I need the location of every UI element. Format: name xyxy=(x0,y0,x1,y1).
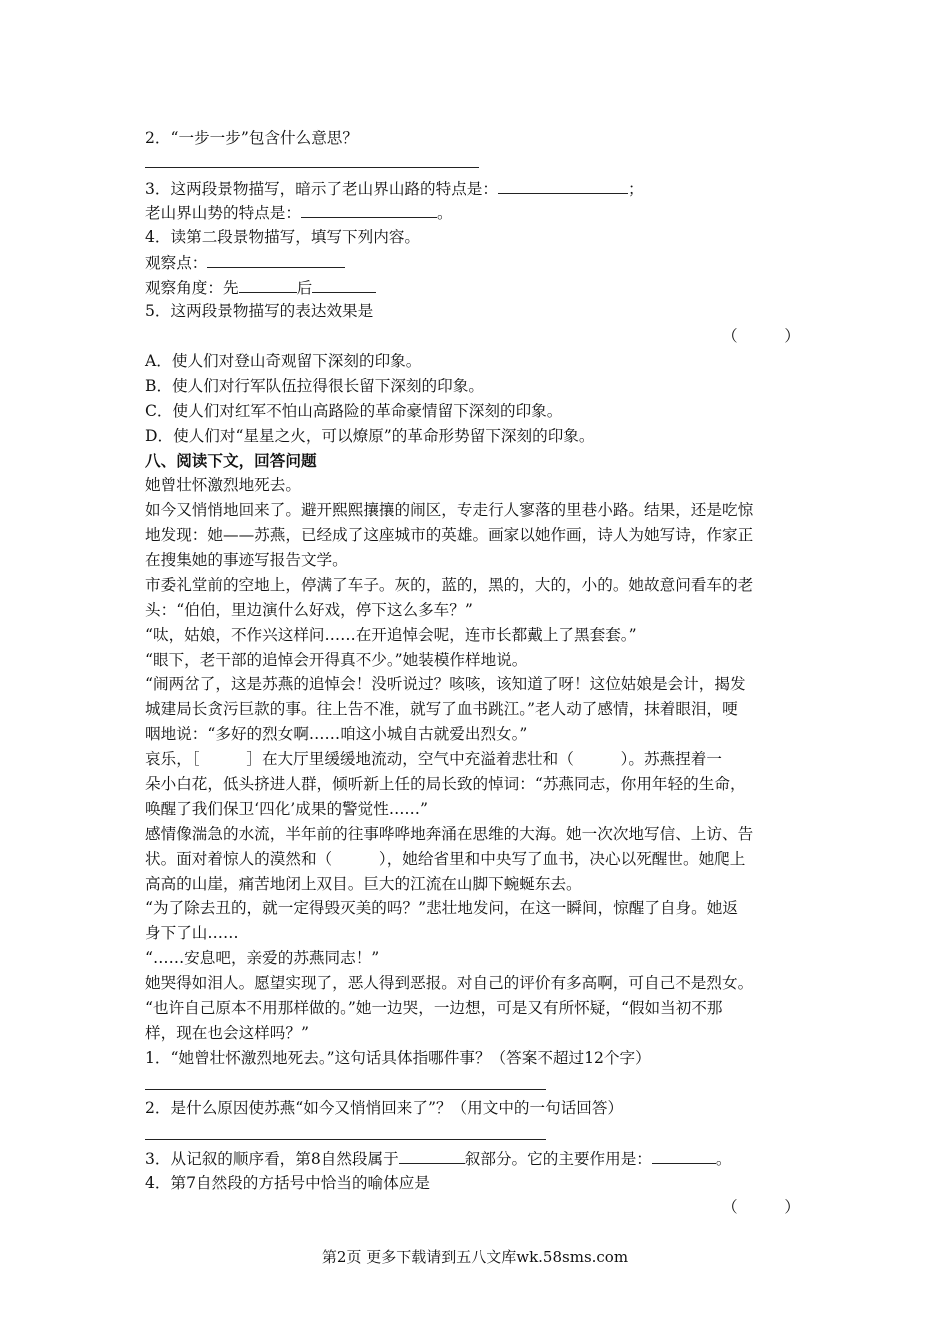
answer-line xyxy=(145,167,479,168)
paragraph-1: 她曾壮怀激烈地死去。 xyxy=(145,476,301,494)
paragraph-8-line: 高高的山崖，痛苦地闭上双目。巨大的江流在山脚下蜿蜒东去。 xyxy=(145,875,582,893)
answer-line xyxy=(145,1089,546,1090)
paragraph-3-line: 头：“伯伯，里边演什么好戏，停下这么多车？” xyxy=(145,601,473,619)
paragraph-10: “……安息吧，亲爱的苏燕同志！” xyxy=(145,949,380,967)
paragraph-6-line: “闹两岔了，这是苏燕的追悼会！没听说过？咳咳，该知道了呀！这位姑娘是会计，揭发 xyxy=(145,675,746,693)
paragraph-9-line: 身下了山…… xyxy=(145,924,239,942)
question-4-point: 观察点： xyxy=(145,251,345,274)
paragraph-11: 她哭得如泪人。愿望实现了，恶人得到恶报。对自己的评价有多高啊，可自己不是烈女。 xyxy=(145,974,754,992)
answer-blank xyxy=(652,1147,716,1164)
question-2: 2．“一步一步”包含什么意思？ xyxy=(145,129,358,147)
question-4: 4．读第二段景物描写，填写下列内容。 xyxy=(145,228,421,246)
option-b: B．使人们对行军队伍拉得很长留下深刻的印象。 xyxy=(145,377,484,395)
paragraph-4: “呔，姑娘，不作兴这样问……在开追悼会呢，连市长都戴上了黑套套。” xyxy=(145,626,637,644)
option-d: D．使人们对“星星之火，可以燎原”的革命形势留下深刻的印象。 xyxy=(145,427,595,445)
answer-parentheses: （ ） xyxy=(722,1198,800,1216)
answer-blank xyxy=(312,276,376,293)
paragraph-6-line: 城建局长贪污巨款的事。往上告不准，就写了血书跳江。”老人动了感情，抹着眼泪，哽 xyxy=(145,700,738,718)
paragraph-2-line: 地发现：她——苏燕，已经成了这座城市的英雄。画家以她作画，诗人为她写诗，作家正 xyxy=(145,526,754,544)
section-heading: 八、阅读下文，回答问题 xyxy=(145,451,317,470)
paragraph-7-line: 哀乐，［ ］在大厅里缓缓地流动，空气中充溢着悲壮和（ ）。苏燕捏着一 xyxy=(145,750,722,768)
question-4-angle: 观察角度：先 后 xyxy=(145,276,376,299)
question-8-4: 4．第7自然段的方括号中恰当的喻体应是 xyxy=(145,1174,430,1192)
answer-line xyxy=(145,1139,546,1140)
paragraph-7-line: 朵小白花，低头挤进人群，倾听新上任的局长致的悼词：“苏燕同志，你用年轻的生命， xyxy=(145,775,746,793)
paragraph-2-line: 在搜集她的事迹写报告文学。 xyxy=(145,551,348,569)
answer-parentheses: （ ） xyxy=(722,327,800,345)
paragraph-12-line: 样，现在也会这样吗？” xyxy=(145,1024,309,1042)
question-8-3: 3．从记叙的顺序看，第8自然段属于 叙部分。它的主要作用是： 。 xyxy=(145,1147,732,1170)
paragraph-8-line: 状。面对着惊人的漠然和（ ），她给省里和中央写了血书，决心以死醒世。她爬上 xyxy=(145,850,746,868)
answer-blank xyxy=(207,251,345,268)
paragraph-5: “眼下，老干部的追悼会开得真不少。”她装模作样地说。 xyxy=(145,651,528,669)
option-c: C．使人们对红军不怕山高路险的革命豪情留下深刻的印象。 xyxy=(145,402,563,420)
paragraph-3-line: 市委礼堂前的空地上，停满了车子。灰的，蓝的，黑的，大的，小的。她故意问看车的老 xyxy=(145,576,754,594)
page-footer: 第2页 更多下载请到五八文库wk.58sms.com xyxy=(321,1248,629,1266)
answer-blank xyxy=(399,1147,465,1164)
question-8-1: 1．“她曾壮怀激烈地死去。”这句话具体指哪件事？（答案不超过12个字） xyxy=(145,1049,651,1067)
question-3: 3．这两段景物描写，暗示了老山界山路的特点是： ； xyxy=(145,177,644,200)
paragraph-7-line: 唤醒了我们保卫‘四化’成果的警觉性……” xyxy=(145,800,428,818)
answer-blank xyxy=(301,201,437,218)
question-8-2: 2．是什么原因使苏燕“如今又悄悄回来了”？（用文中的一句话回答） xyxy=(145,1099,624,1117)
paragraph-8-line: 感情像湍急的水流，半年前的往事哗哗地奔涌在思维的大海。她一次次地写信、上访、告 xyxy=(145,825,754,843)
answer-blank xyxy=(498,177,628,194)
option-a: A．使人们对登山奇观留下深刻的印象。 xyxy=(145,352,422,370)
paragraph-9-line: “为了除去丑的，就一定得毁灭美的吗？”悲壮地发问，在这一瞬间，惊醒了自身。她返 xyxy=(145,899,738,917)
question-5: 5．这两段景物描写的表达效果是 xyxy=(145,302,374,320)
paragraph-12-line: “也许自己原本不用那样做的。”她一边哭，一边想，可是又有所怀疑，“假如当初不那 xyxy=(145,999,723,1017)
answer-blank xyxy=(239,276,297,293)
question-3-part2: 老山界山势的特点是： 。 xyxy=(145,201,453,224)
paragraph-2-line: 如今又悄悄地回来了。避开熙熙攘攘的闹区，专走行人寥落的里巷小路。结果，还是吃惊 xyxy=(145,501,754,519)
paragraph-6-line: 咽地说：“多好的烈女啊……咱这小城自古就爱出烈女。” xyxy=(145,725,528,743)
